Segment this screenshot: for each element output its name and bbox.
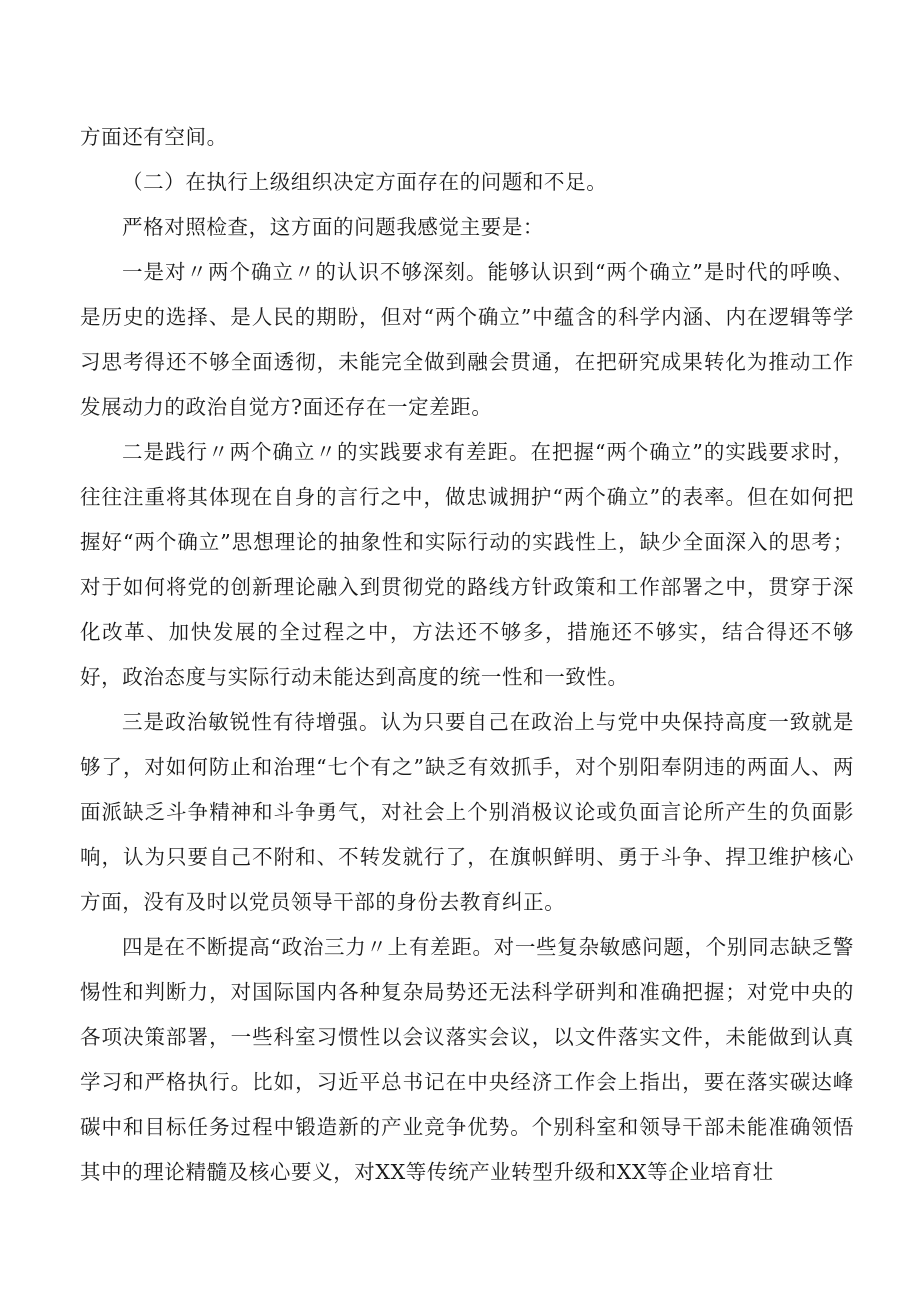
paragraph-intro: 严格对照检查，这方面的问题我感觉主要是： [122,215,545,239]
paragraph-point-one: 一是对〃两个确立〃的认识不够深刻。能够认识到“两个确立”是时代的呼唤、是历史的选择、是人民的期盼，但对“两个确立”中蕴含的科学内涵、内在逻辑等学习思考得还不够全面透彻，未能完全做到融会贯通，在把研究成果转化为推动工作发展动力的政治自觉方?面还存在一定差距。 [80,260,854,419]
document-body [80,115,854,1195]
section-heading: （二）在执行上级组织决定方面存在的问题和不足。 [122,170,608,194]
paragraph-point-three: 三是政治敏锐性有待增强。认为只要自己在政治上与党中央保持高度一致就是够了，对如何防止和治理“七个有之”缺乏有效抓手，对个别阳奉阴违的两面人、两面派缺乏斗争精神和斗争勇气，对社会上个别消极议论或负面言论所产生的负面影响，认为只要自己不附和、不转发就行了，在旗帜鲜明、勇于斗争、捍卫维护核心方面，没有及时以党员领导干部的身份去教育纠正。 [80,710,854,914]
paragraph-continuation: 方面还有空间。 [80,125,228,149]
paragraph-point-two: 二是践行〃两个确立〃的实践要求有差距。在把握“两个确立”的实践要求时，往往注重将其体现在自身的言行之中，做忠诚拥护“两个确立”的表率。但在如何把握好“两个确立”思想理论的抽象性和实际行动的实践性上，缺少全面深入的思考；对于如何将党的创新理论融入到贯彻党的路线方针政策和工作部署之中，贯穿于深化改革、加快发展的全过程之中，方法还不够多，措施还不够实，结合得还不够好，政治态度与实际行动未能达到高度的统一性和一致性。 [80,440,854,689]
paragraph-point-four: 四是在不断提高“政治三力〃上有差距。对一些复杂敏感问题，个别同志缺乏警惕性和判断力，对国际国内各种复杂局势还无法科学研判和准确把握；对党中央的各项决策部署，一些科室习惯性以会议落实会议，以文件落实文件，未能做到认真学习和严格执行。比如，习近平总书记在中央经济工作会上指出，要在落实碳达峰碳中和目标任务过程中锻造新的产业竞争优势。个别科室和领导干部未能准确领悟其中的理论精髓及核心要义，对XX等传统产业转型升级和XX等企业培育壮 [80,935,854,1184]
